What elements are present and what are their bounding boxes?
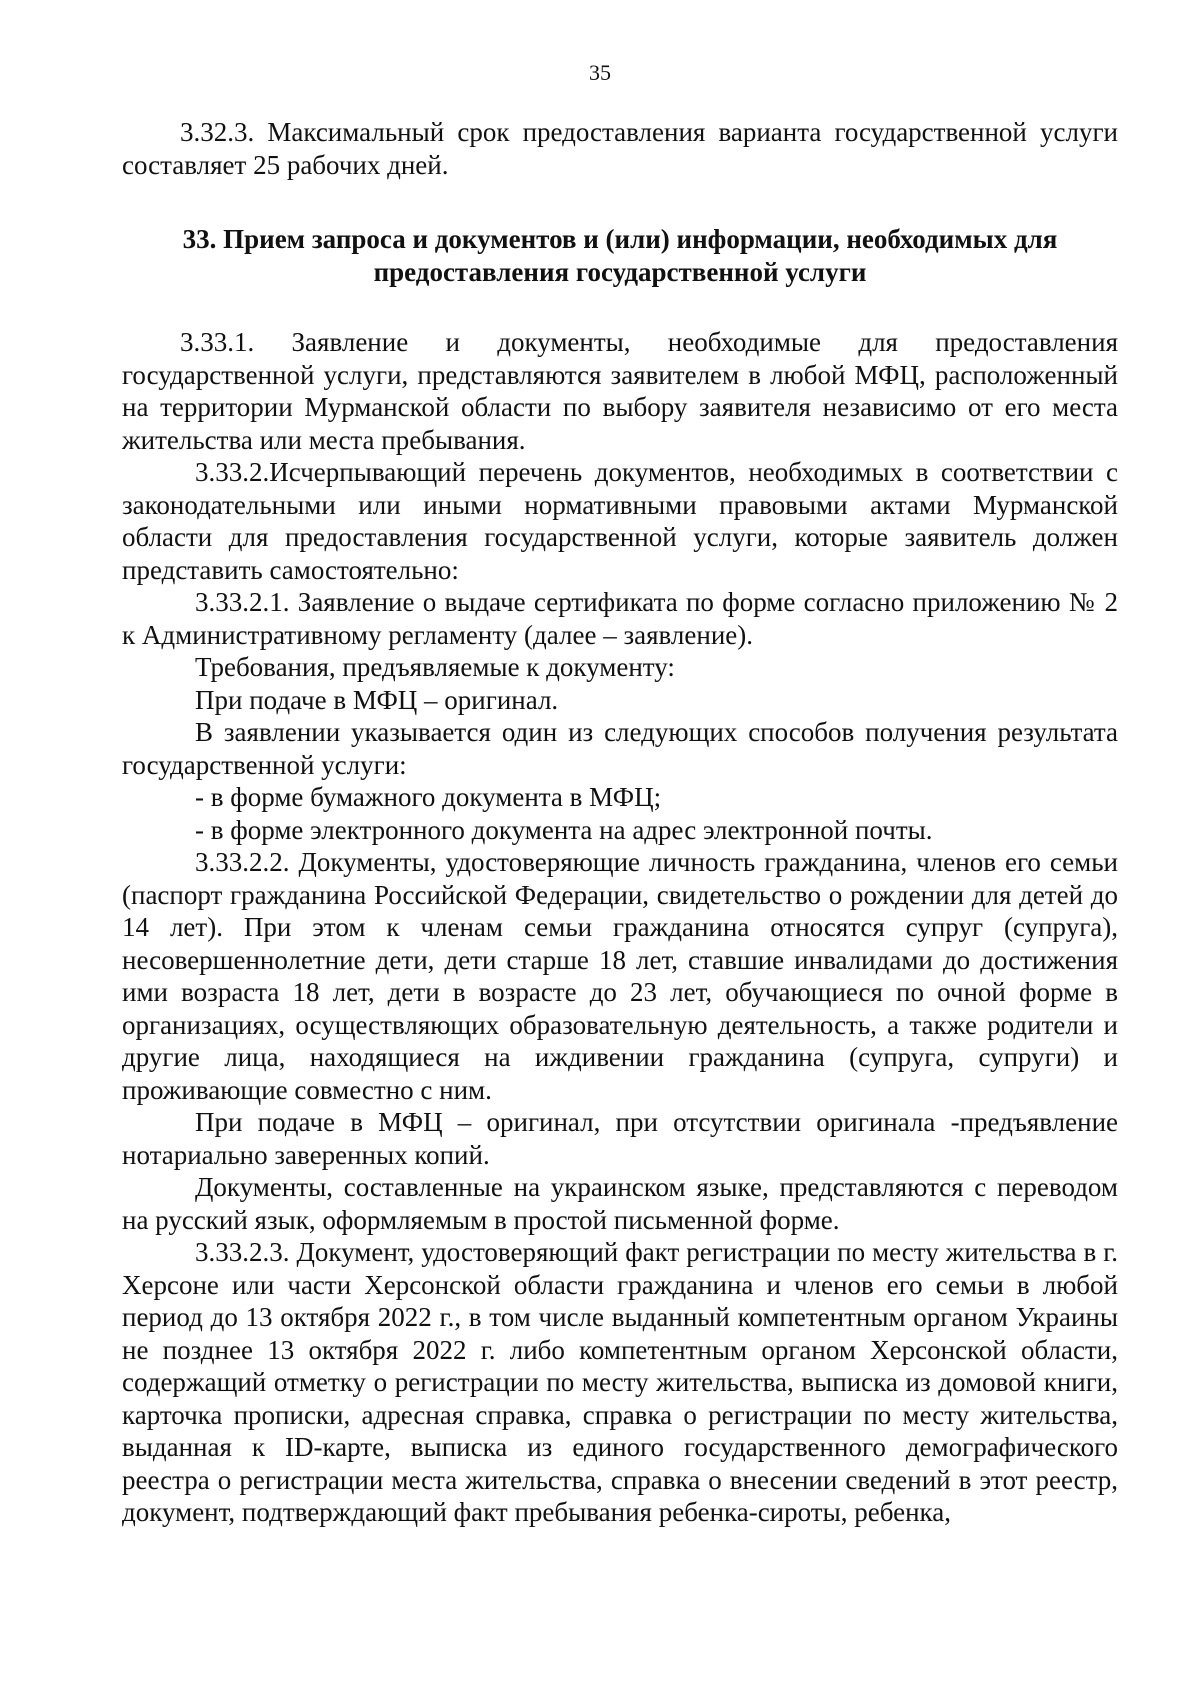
paragraph-3-33-2: 3.33.2.Исчерпывающий перечень документов, необходимых в соответствии с законодательными или иными нормативными правовыми актами Мурманской области для предоставления государственной услуги, которые заявитель должен представить самостоятельно: xyxy=(122,457,1118,585)
paragraph-3-32-3: 3.32.3. Максимальный срок предоставления варианта государственной услуги составляет 25 рабочих дней. xyxy=(122,117,1118,180)
document-body xyxy=(122,116,1118,1529)
paragraph-3-33-2-3: 3.33.2.3. Документ, удостоверяющий факт регистрации по месту жительства в г. Херсоне или части Херсонской области гражданина и членов его семьи в любой период до 13 октября 2022 г., в том числе выданный компетентным органом Украины не позднее 13 октября 2022 г. либо компетентным органом Херсонской области, содержащий отметку о регистрации по месту жительства, выписка из домовой книги, карточка прописки, адресная справка, справка о регистрации по месту жительства, выданная к ID-карте, выписка из единого государственного демографического реестра о регистрации места жительства, справка о внесении сведений в этот реестр, документ, подтверждающий факт пребывания ребенка-сироты, ребенка, xyxy=(122,1237,1118,1527)
paragraph-3-33-1: 3.33.1. Заявление и документы, необходимые для предоставления государственной услуги, представляются заявителем в любой МФЦ, расположенный на территории Мурманской области по выбору заявителя независимо от его места жительства или места пребывания. xyxy=(122,327,1118,455)
paragraph-3-33-2-2: 3.33.2.2. Документы, удостоверяющие личность гражданина, членов его семьи (паспорт гражданина Российской Федерации, свидетельство о рождении для детей до 14 лет). При этом к членам семьи гражданина относятся супруг (супруга), несовершеннолетние дети, дети старше 18 лет, ставшие инвалидами до достижения ими возраста 18 лет, дети в возрасте до 23 лет, обучающиеся по очной форме в организациях, осуществляющих образовательную деятельность, а также родители и другие лица, находящиеся на иждивении гражданина (супруга, супруги) и проживающие совместно с ним. xyxy=(122,847,1118,1105)
paragraph-3-33-2-1: 3.33.2.1. Заявление о выдаче сертификата по форме согласно приложению № 2 к Административному регламенту (далее – заявление). xyxy=(122,587,1118,650)
paragraph-ukrainian-documents: Документы, составленные на украинском языке, представляются с переводом на русский язык, оформляемым в простой письменной форме. xyxy=(122,1172,1118,1235)
page-number: 35 xyxy=(589,60,611,85)
paragraph-requirements: Требования, предъявляемые к документу: xyxy=(195,652,675,682)
paragraph-original-submission: При подаче в МФЦ – оригинал. xyxy=(195,684,559,715)
list-item-paper: - в форме бумажного документа в МФЦ; xyxy=(195,782,662,812)
section-heading: 33. Прием запроса и документов и (или) информации, необходимых для предоставления государственной услуги xyxy=(182,224,1058,287)
paragraph-original-or-copies: При подаче в МФЦ – оригинал, при отсутствии оригинала -предъявление нотариально заверенных копий. xyxy=(122,1107,1118,1170)
paragraph-delivery-methods: В заявлении указывается один из следующих способов получения результата государственной услуги: xyxy=(122,717,1118,780)
list-item-electronic: - в форме электронного документа на адрес электронной почты. xyxy=(195,814,933,845)
